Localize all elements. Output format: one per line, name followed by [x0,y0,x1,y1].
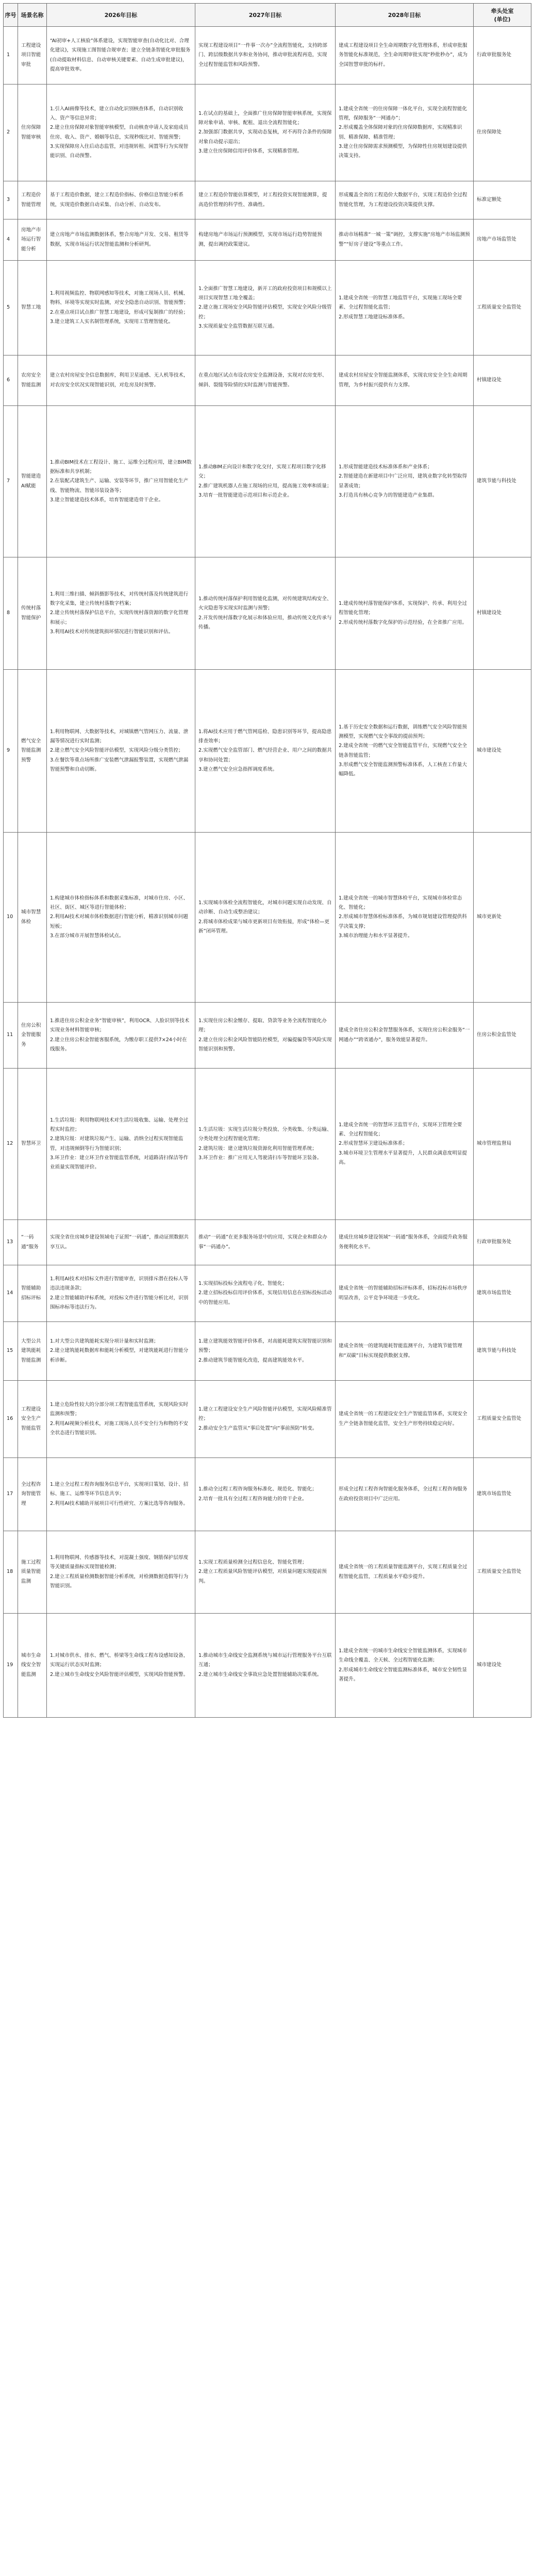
lead-unit: 房地产市场监管处 [474,219,531,261]
goal-2026: 建立农村房屋安全信息数据库，利用卫星遥感、无人机等技术，对农房安全状况实现智能识别，对危房及时预警。 [47,355,195,406]
row-number: 18 [4,1531,18,1614]
scene-name: 城市智慧体检 [18,833,47,1003]
scene-name: “一码通”服务 [18,1220,47,1265]
lead-unit: 城市管理监督局 [474,1069,531,1220]
lead-unit: 行政审批服务处 [474,27,531,84]
scene-name: 智能建造AI赋能 [18,406,47,557]
header-2028: 2028年目标 [336,4,474,27]
scene-name: 房地产市场运行智能分析 [18,219,47,261]
goal-2027: 1.实现城市体检全流程智能化，对城市问题实现自动发现、自动诊断、自动生成整治建议； 2.将城市体检成果与城市更新项目有效衔接，形成“体检—更新”闭环管理。 [195,833,336,1003]
goal-2026: 1.利用物联网、大数据等技术，对城镇燃气管网压力、流量、泄漏等情况进行实时监测； 2.建立燃气安全风险智能评估模型，实现风险分级分类管控； 3.在餐饮等重点场所推广安装燃气泄漏报警装置，实现燃气泄漏智能预警和自动切断。 [47,670,195,833]
row-number: 12 [4,1069,18,1220]
scene-name: 智慧工地 [18,261,47,355]
lead-unit: 建筑市场监管处 [474,1458,531,1531]
table-row [4,1265,531,1322]
goal-2028: 1.建成传统村落智能保护体系，实现保护、传承、利用全过程智能化管理； 2.形成传统村落数字化保护的示范经验，在全省推广应用。 [336,557,474,670]
header-scene: 场景名称 [18,4,47,27]
goal-2027: 1.实现工程质量检测全过程信息化、智能化管理； 2.建立工程质量风险智能评估模型，对质量问题实现提前预判。 [195,1531,336,1614]
table-row [4,1322,531,1381]
table-row [4,1458,531,1531]
goal-2028: 1.建成全省统一的城市智慧体检平台，实现城市体检常态化、智能化； 2.形成城市智慧体检标准体系，为城市规划建设管理提供科学决策支撑； 3.城市治理能力和水平显著提升。 [336,833,474,1003]
row-number: 15 [4,1322,18,1381]
scene-name: 大型公共建筑能耗智能监测 [18,1322,47,1381]
goal-2027: 1.推动全过程工程咨询服务标准化、规范化、智能化； 2.培育一批具有全过程工程咨询能力的骨干企业。 [195,1458,336,1531]
lead-unit: 建筑节能与科技处 [474,406,531,557]
table-row [4,219,531,261]
scene-name: 全过程咨询智能管理 [18,1458,47,1531]
goal-2028: 形成覆盖全省的工程造价大数据平台，实现工程造价全过程智能化管理，为工程建设投资决策提供支撑。 [336,181,474,219]
goal-2028: 1.建成全省统一的智慧环卫监管平台，实现环卫管理全要素、全过程智能化； 2.形成智慧环卫建设标准体系； 3.城市环境卫生管理水平显著提升，人民群众满意度明显提高。 [336,1069,474,1220]
lead-unit: 城市建设处 [474,670,531,833]
goal-2028: 建成全省统一的建筑能耗智能监测平台，为建筑节能管理和“双碳”目标实现提供数据支撑。 [336,1322,474,1381]
row-number: 9 [4,670,18,833]
header-2026: 2026年目标 [47,4,195,27]
table-row [4,670,531,833]
lead-unit: 村镇建设处 [474,355,531,406]
goal-2028: 形成全过程工程咨询智能化服务体系，全过程工程咨询服务在政府投资项目中广泛应用。 [336,1458,474,1531]
goal-2026: 基于工程造价数据，建立工程造价指标、价格信息智能分析系统，实现造价数据自动采集、自动分析、自动发布。 [47,181,195,219]
row-number: 16 [4,1381,18,1458]
scene-name: 住房保障智能审核 [18,84,47,181]
lead-unit: 城市更新处 [474,833,531,1003]
lead-unit: 行政审批服务处 [474,1220,531,1265]
table-row [4,1531,531,1614]
table-row [4,1381,531,1458]
goal-2028: 1.建成全省统一的城市生命线安全智能监测体系，实现城市生命线全覆盖、全天候、全过程智能化监测； 2.形成城市生命线安全智能监测标准体系，城市安全韧性显著提升。 [336,1614,474,1718]
goal-2027: 1.推动城市生命线安全监测系统与城市运行管理服务平台互联互通； 2.建立城市生命线安全事故应急处置智能辅助决策系统。 [195,1614,336,1718]
goal-2027: 1.实现招标投标全流程电子化、智能化； 2.建立招标投标信用评价体系，实现信用信息在招标投标活动中的智能应用。 [195,1265,336,1322]
row-number: 1 [4,27,18,84]
row-number: 14 [4,1265,18,1322]
scene-name: 工程建设项目智能审批 [18,27,47,84]
goal-2026: 1.推进住房公积金业务“智能审核”，利用OCR、人脸识别等技术实现业务材料智能审核； 2.建立住房公积金智能客服系统，为缴存职工提供7×24小时在线服务。 [47,1003,195,1069]
goal-2027: 1.推动传统村落保护利用智能化监测，对传统建筑结构安全、火灾隐患等实现实时监测与预警； 2.开发传统村落数字化展示和体验应用，推动传统文化传承与传播。 [195,557,336,670]
goal-2026: 1.引入AI画像等技术，建立自动化识别核查体系，自动识别收入、资产等信息异常； 2.建立住房保障对象智能审核模型，自动核查申请人及家庭成员住房、收入、资产、婚姻等信息，实现秒级比对、智能预警； 3.实现保障房入住后动态监管，对违规转租、闲置等行为实现智能识别、自动预警。 [47,84,195,181]
table-row [4,261,531,355]
goal-2027: 1.推动BIM正向设计和数字化交付，实现工程项目数字化移交； 2.推广建筑机器人在施工现场的应用，提高施工效率和质量； 3.培育一批智能建造示范项目和示范企业。 [195,406,336,557]
scene-name: 智慧环卫 [18,1069,47,1220]
table-row [4,84,531,181]
goal-2027: 1.实现住房公积金缴存、提取、贷款等业务全流程智能化办理； 2.建立住房公积金风险智能防控模型，对骗提骗贷等风险实现智能识别和预警。 [195,1003,336,1069]
goal-2027: 1.建立工程建设安全生产风险智能评估模型，实现风险精准管控； 2.推动安全生产监管从“事后处置”向“事前预防”转变。 [195,1381,336,1458]
goal-2026: 1.利用物联网、传感器等技术，对混凝土强度、钢筋保护层厚度等关键质量指标实现智能检测； 2.建立工程质量检测数据智能分析系统，对检测数据造假等行为智能识别。 [47,1531,195,1614]
goal-2026: 1.建立全过程工程咨询服务信息平台，实现项目策划、设计、招标、施工、运维等环节信息共享； 2.利用AI技术辅助开展项目可行性研究、方案比选等咨询服务。 [47,1458,195,1531]
table-row [4,1614,531,1718]
lead-unit: 工程质量安全监管处 [474,261,531,355]
row-number: 17 [4,1458,18,1531]
goal-2026: 建立房地产市场监测数据体系，整合房地产开发、交易、租赁等数据，实现市场运行状况智能监测和分析研判。 [47,219,195,261]
table-row [4,1069,531,1220]
table-row [4,557,531,670]
goal-2026: 1.利用AI技术对招标文件进行智能审查，识别排斥潜在投标人等违法违规条款； 2.建立智能辅助评标系统，对投标文件进行智能分析比对，识别围标串标等违法行为。 [47,1265,195,1322]
goal-2027: 推动“一码通”在更多服务场景中的应用，实现企业和群众办事“一码通办”。 [195,1220,336,1265]
row-number: 6 [4,355,18,406]
scene-name: 工程造价智能管理 [18,181,47,219]
goal-2026: 1.构建城市体检指标体系和数据采集标准，对城市住房、小区、社区、街区、城区等进行智能体检； 2.利用AI技术对城市体检数据进行智能分析，精准识别城市问题短板； 3.在部分城市开展智慧体检试点。 [47,833,195,1003]
scene-name: 工程建设安全生产智能监管 [18,1381,47,1458]
row-number: 11 [4,1003,18,1069]
document-sheet [3,3,531,1718]
scene-name: 住房公积金智能服务 [18,1003,47,1069]
goal-2027: 建立工程造价智能估算模型，对工程投资实现智能测算，提高造价管理的科学性、准确性。 [195,181,336,219]
goal-2028: 建成全省统一的智能辅助招标评标体系，招标投标市场秩序明显改善，公平竞争环境进一步优化。 [336,1265,474,1322]
table-header-row [4,4,531,27]
lead-unit: 建筑市场监管处 [474,1265,531,1322]
lead-unit: 住房公积金监管处 [474,1003,531,1069]
goal-2027: 构建房地产市场运行预测模型，实现市场运行趋势智能预测，提出调控政策建议。 [195,219,336,261]
goal-2028: 1.建成全省统一的智慧工地监管平台，实现施工现场全要素、全过程智能化监管； 2.形成智慧工地建设标准体系。 [336,261,474,355]
goal-2028: 1.建成全省统一的住房保障一体化平台，实现全流程智能化管理，保障服务“一网通办”； 2.形成覆盖全体保障对象的住房保障数据库，实现精准识别、精准保障、精准管理； 3.建立住房保障需求预测模型，为保障性住房规划建设提供决策支持。 [336,84,474,181]
goal-2026: 1.对城市供水、排水、燃气、桥梁等生命线工程布设感知设备，实现运行状态实时监测； 2.建立城市生命线安全风险智能评估模型，实现风险智能预警。 [47,1614,195,1718]
lead-unit: 住房保障处 [474,84,531,181]
row-number: 13 [4,1220,18,1265]
goal-2026: 1.推动BIM技术在工程设计、施工、运维全过程应用，建立BIM数据标准和共享机制； 2.在装配式建筑生产、运输、安装等环节，推广应用智能化生产线、智能物流、智能吊装设备等； 3.建立智能建造技术体系，培育智能建造骨干企业。 [47,406,195,557]
goal-2027: 1.在试点的基础上，全面推广住房保障智能审核系统，实现保障对象申请、审核、配租、退出全流程智能化； 2.加强部门数据共享，实现动态复核，对不再符合条件的保障对象自动提示退出； 3.建立住房保障信用评价体系，实现精准管理。 [195,84,336,181]
scene-name: 农房安全智能监测 [18,355,47,406]
row-number: 2 [4,84,18,181]
scene-name: 智能辅助招标评标 [18,1265,47,1322]
table-row [4,1003,531,1069]
goal-2027: 实现工程建设项目“一件事一次办”全流程智能化，支持跨部门、跨层级数据共享和业务协同，推动审批流程再造，实现全过程智能监管和风险预警。 [195,27,336,84]
goal-2028: 建成全省统一的工程建设安全生产智能监管体系，实现安全生产全链条智能化监管，安全生产形势持续稳定向好。 [336,1381,474,1458]
lead-unit: 工程质量安全监管处 [474,1531,531,1614]
header-2027: 2027年目标 [195,4,336,27]
goal-2028: 1.形成智能建造技术标准体系和产业体系； 2.智能建造在新建项目中广泛应用，建筑业数字化转型取得显著成效； 3.打造具有核心竞争力的智能建造产业集群。 [336,406,474,557]
goal-2028: 建成全省统一的工程质量智能监测平台，实现工程质量全过程智能化监管，工程质量水平稳步提升。 [336,1531,474,1614]
row-number: 4 [4,219,18,261]
table-row [4,181,531,219]
goal-2027: 在重点地区试点布设农房安全监测设备，实现对农房变形、倾斜、裂缝等险情的实时监测与智能预警。 [195,355,336,406]
goal-2026: 1.对大型公共建筑能耗实现分项计量和实时监测； 2.建立建筑能耗数据库和能耗分析模型，对建筑能耗进行智能分析诊断。 [47,1322,195,1381]
goal-2028: 建成农村房屋安全智能监测体系，实现农房安全全生命周期管理，为乡村振兴提供有力支撑。 [336,355,474,406]
table-row [4,1220,531,1265]
plan-table [3,3,531,1718]
scene-name: 燃气安全智能监测预警 [18,670,47,833]
scene-name: 施工过程质量智能监测 [18,1531,47,1614]
row-number: 7 [4,406,18,557]
row-number: 19 [4,1614,18,1718]
goal-2027: 1.生活垃圾：实现生活垃圾分类投放、分类收集、分类运输、分类处理全过程智能化管理； 2.建筑垃圾：建立建筑垃圾资源化利用智能管理系统； 3.环卫作业：推广应用无人驾驶清扫车等智能环卫装备。 [195,1069,336,1220]
goal-2026: 1.建立危险性较大的分部分项工程智能监管系统，实现风险实时监测和预警； 2.利用AI视频分析技术，对施工现场人员不安全行为和物的不安全状态进行智能识别。 [47,1381,195,1458]
table-row [4,406,531,557]
scene-name: 城市生命线安全智能监测 [18,1614,47,1718]
table-row [4,833,531,1003]
goal-2028: 建成工程建设项目全生命周期数字化管理体系，形成审批服务智能化标准规范，全生命周期审批实现“秒批秒办”，成为全国智慧审批的标杆。 [336,27,474,84]
header-no: 序号 [4,4,18,27]
lead-unit: 建筑节能与科技处 [474,1322,531,1381]
scene-name: 传统村落智能保护 [18,557,47,670]
row-number: 5 [4,261,18,355]
lead-unit: 村镇建设处 [474,557,531,670]
goal-2028: 建成住房城乡建设领域“一码通”服务体系，全面提升政务服务便利化水平。 [336,1220,474,1265]
goal-2027: 1.将AI技术应用于燃气管网巡检、隐患识别等环节，提高隐患排查效率； 2.实现燃气安全监管部门、燃气经营企业、用户之间的数据共享和协同处置； 3.建立燃气安全应急指挥调度系统。 [195,670,336,833]
row-number: 8 [4,557,18,670]
table-row [4,27,531,84]
row-number: 3 [4,181,18,219]
table-row [4,355,531,406]
lead-unit: 城市建设处 [474,1614,531,1718]
goal-2026: 1.利用三维扫描、倾斜摄影等技术，对传统村落及传统建筑进行数字化采集，建立传统村落数字档案； 2.建立传统村落保护信息平台，实现传统村落资源的数字化管理和展示； 3.利用AI技术对传统建筑损坏情况进行智能识别和评估。 [47,557,195,670]
goal-2026: 实现全省住房城乡建设领域电子证照“一码通”，推动证照数据共享互认。 [47,1220,195,1265]
goal-2028: 推动市场精准“一城一策”调控，支撑实施“房地产市场监测预警”“好房子建设”等重点工作。 [336,219,474,261]
lead-unit: 工程质量安全监管处 [474,1381,531,1458]
lead-unit: 标准定额处 [474,181,531,219]
row-number: 10 [4,833,18,1003]
goal-2026: 1.生活垃圾：利用物联网技术对生活垃圾收集、运输、处理全过程实时监控； 2.建筑垃圾：对建筑垃圾产生、运输、消纳全过程实现智能监管，对违规倾倒等行为智能识别； 3.环卫作业：建立环卫作业智能监管系统，对道路清扫保洁等作业质量实现智能评价。 [47,1069,195,1220]
goal-2028: 建成全省住房公积金智慧服务体系，实现住房公积金服务“一网通办”“跨省通办”，服务效能显著提升。 [336,1003,474,1069]
goal-2028: 1.基于历史安全数据和运行数据，训练燃气安全风险智能预测模型，实现燃气安全事故的提前预判； 2.建成全省统一的燃气安全智能监管平台，实现燃气安全全链条智能监管； 3.形成燃气安全智能监测预警标准体系，人工核查工作量大幅降低。 [336,670,474,833]
goal-2027: 1.建立建筑能效智能评价体系，对高能耗建筑实现智能识别和预警； 2.推动建筑节能智能化改造，提高建筑能效水平。 [195,1322,336,1381]
goal-2026: “AI初审+人工核验”体系建设，实现智能审查(自动化比对、合理化建议)，实现施工图智能合规审查；建立全链条智能化审批服务(自动提取材料信息、自动审核关键要素、自动生成审批建议)，提高审批效率。 [47,27,195,84]
goal-2027: 1.全面推广智慧工地建设，新开工的政府投资项目和规模以上项目实现智慧工地全覆盖； 2.建立施工现场安全风险智能评估模型，实现安全风险分级管控； 3.实现质量安全监管数据互联互通。 [195,261,336,355]
table-body [4,27,531,1718]
header-unit: 牵头处室 (单位) [474,4,531,27]
goal-2026: 1.利用视频监控、物联网感知等技术，对施工现场人员、机械、物料、环境等实现实时监测，对安全隐患自动识别、智能预警； 2.在重点项目试点推广智慧工地建设，形成可复制推广的经验； 3.建立建筑工人实名制管理系统，实现用工管理智能化。 [47,261,195,355]
